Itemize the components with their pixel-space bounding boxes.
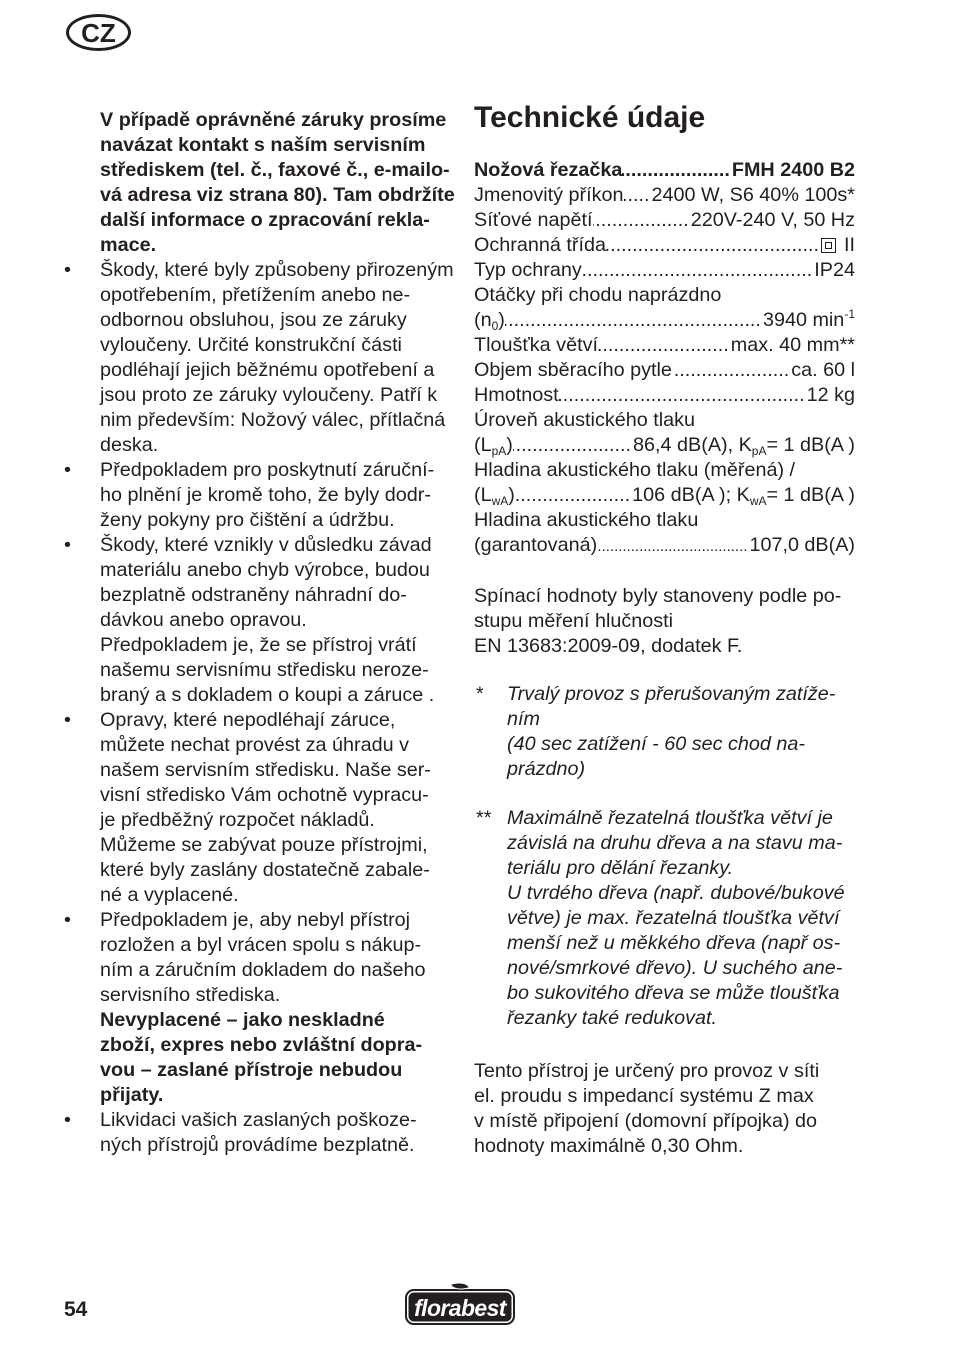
spec-value: 107,0 dB(A): [749, 534, 855, 556]
dot-leader: [593, 208, 691, 233]
spec-symbol: [474, 308, 505, 333]
double-insulation-icon: [821, 238, 836, 253]
language-badge: CZ: [66, 14, 131, 51]
list-item: [64, 533, 462, 708]
dot-leader: [672, 358, 791, 383]
spec-value-sup: -1: [844, 307, 855, 321]
spec-label: Úroveň akustického tlaku: [474, 409, 696, 431]
spec-row-branch-thickness: [474, 333, 855, 358]
page-number: 54: [64, 1298, 88, 1321]
spec-row-sound-power-measured: [474, 483, 855, 508]
warranty-intro: V případě oprávněné záruky prosíme navázat kontakt s naším servisním střediskem (tel. č., faxové č., e-mailo- vá adresa viz strana 80). Tam obdržíte další informace o zpracování rekla- mace.: [100, 109, 455, 256]
list-item-text: Škody, které vznikly v důsledku závad materiálu anebo chyb výrobce, budou bezplatně odstraněny náhradní do- dávkou anebo opravou. Předpokladem je, že se přístroj vrátí našemu servisnímu středisku neroze- braný a s dokladem o koupi a záruce .: [100, 534, 435, 706]
spec-row-voltage: [474, 208, 855, 233]
list-item: [64, 258, 462, 458]
footnote-text: Trvalý provoz s přerušovaným zatíže- ním (40 sec zatížení - 60 sec chod na- prázdno): [507, 683, 836, 780]
dot-leader: [515, 483, 632, 508]
list-item-text: Předpokladem pro poskytnutí záruční- ho plnění je kromě toho, že byly dodr- ženy pokyny pro čištění a údržbu.: [100, 459, 435, 531]
spec-row-ip-rating: [474, 258, 855, 283]
spec-symbol-text: (L: [474, 434, 492, 456]
spec-symbol-text: (L: [474, 484, 492, 506]
spec-label: Nožová řezačka: [474, 159, 623, 181]
list-item: [64, 1108, 462, 1158]
spec-value: 86,4 dB(A), K: [633, 434, 752, 456]
spec-label: Otáčky při chodu naprázdno: [474, 284, 722, 306]
spec-symbol-sub: pA: [491, 444, 507, 458]
spec-symbol: [474, 433, 513, 458]
brand-logo-text: florabest: [414, 1294, 506, 1321]
bullet-icon: •: [64, 259, 71, 281]
warranty-section: [64, 108, 462, 1158]
bullet-icon: •: [64, 534, 71, 556]
spec-label: Typ ochrany: [474, 259, 582, 281]
dot-leader: [505, 308, 763, 333]
spec-value-end: = 1 dB(A ): [766, 434, 855, 456]
list-item: [64, 458, 462, 533]
dot-leader: [622, 158, 731, 183]
spec-value: 220V-240 V, 50 Hz: [690, 209, 855, 231]
section-heading: Technické údaje: [474, 101, 706, 134]
dot-leader: [624, 183, 652, 208]
spec-symbol-text: (n: [474, 309, 492, 331]
list-item-text: Škody, které byly způsobeny přirozeným opotřebením, přetížením anebo ne- odbornou obsluhou, jsou ze záruky vyloučeny. Určité konstrukční části podléhají jejich běžnému opotřebení a jsou proto ze záruky vyloučeny. Patří k nim především: Nožový válec, přítlačná deska.: [100, 259, 454, 456]
spec-symbol-end: ): [506, 434, 513, 456]
bullet-icon: •: [64, 909, 71, 931]
list-item: [64, 708, 462, 908]
spec-value-sub: pA: [751, 444, 767, 458]
spec-label: Objem sběracího pytle: [474, 359, 672, 381]
dot-leader: [582, 258, 815, 283]
spec-value: 12 kg: [806, 384, 855, 406]
footnote: [474, 682, 855, 782]
spec-symbol-sub: wA: [491, 494, 509, 508]
dot-leader: [598, 333, 731, 358]
spec-label: Hmotnost: [474, 384, 559, 406]
spec-value: IP24: [814, 259, 855, 281]
spec-label: Jmenovitý příkon: [474, 184, 624, 206]
footnote: [474, 806, 855, 1031]
spec-value: 106 dB(A ); K: [632, 484, 750, 506]
dot-leader: [606, 233, 821, 258]
leaf-icon: [450, 1278, 470, 1293]
spec-row-protection-class: [474, 233, 855, 258]
spec-value-wrap: [633, 433, 855, 458]
spec-label: Síťové napětí: [474, 209, 593, 231]
spec-symbol-sub: 0: [491, 319, 499, 333]
spec-value-end: = 1 dB(A ): [766, 484, 855, 506]
spec-value: 3940 min: [762, 309, 845, 331]
spec-value-wrap: [763, 308, 855, 333]
brand-logo: [405, 1289, 515, 1325]
spec-row-rated-power: [474, 183, 855, 208]
spec-symbol-text: (garantovaná): [474, 534, 598, 556]
spec-value: II: [844, 234, 855, 256]
spec-row-sound-pressure: [474, 433, 855, 458]
spec-row-sound-power-guaranteed: [474, 533, 855, 558]
dot-leader: [559, 383, 807, 408]
list-item: [64, 908, 462, 1108]
list-item-text: Předpokladem je, aby nebyl přístroj rozložen a byl vrácen spolu s nákup- ním a záručním dokladem do našeho servisního střediska.: [100, 909, 426, 1006]
spec-row-weight: [474, 383, 855, 408]
spec-value: FMH 2400 B2: [731, 159, 855, 181]
spec-value: max. 40 mm**: [730, 334, 855, 356]
spec-row-idle-speed: [474, 308, 855, 333]
footnote-text: Maximálně řezatelná tloušťka větví je závislá na druhu dřeva a na stavu ma- teriálu pro dělání řezanky. U tvrdého dřeva (např. dubové/bukové větve) je max. řezatelná tloušťka větví menší než u měkkého dřeva (např os- nové/smrkové dřevo). U suchého ane- bo sukovitého dřeva se může tloušťka řezanky také redukovat.: [507, 807, 845, 1029]
spec-symbol-end: ): [498, 309, 505, 331]
footnote-marker: *: [476, 683, 484, 705]
footnote-marker: **: [476, 807, 492, 829]
spec-label: Ochranná třída: [474, 234, 606, 256]
spec-label: Hladina akustického tlaku: [474, 509, 699, 531]
bullet-icon: •: [64, 1109, 71, 1131]
list-item-text: Opravy, které nepodléhají záruce, můžete nechat provést za úhradu v našem servisním středisku. Naše ser- visní středisko Vám ochotně vypracu- je předběžný rozpočet nákladů. Můžeme se zabývat pouze přístrojmi, které byly zaslány dostatečně zabale- né a vyplacené.: [100, 709, 431, 906]
spec-label: Hladina akustického tlaku (měřená) /: [474, 459, 796, 481]
spec-row-model: [474, 158, 855, 183]
spec-list: [474, 158, 855, 558]
list-item-bold-text: Nevyplacené – jako neskladné zboží, expres nebo zvláštní dopra- vou – zaslané přístroje nebudou přijaty.: [100, 1009, 423, 1106]
spec-value-wrap: [632, 483, 855, 508]
spec-row-bag-volume: [474, 358, 855, 383]
spec-symbol-end: ): [508, 484, 515, 506]
spec-symbol: [474, 483, 515, 508]
bullet-icon: •: [64, 459, 71, 481]
dot-leader: [597, 533, 749, 558]
spec-value: 2400 W, S6 40% 100s*: [651, 184, 855, 206]
impedance-note: Tento přístroj je určený pro provoz v síti el. proudu s impedancí systému Z max v místě připojení (domovní přípojka) do hodnoty maximálně 0,30 Ohm.: [474, 1060, 820, 1157]
bullet-icon: •: [64, 709, 71, 731]
spec-value-wrap: [821, 233, 855, 258]
measurement-note: Spínací hodnoty byly stanoveny podle po- stupu měření hlučnosti EN 13683:2009-09, dodatek F.: [474, 585, 842, 657]
dot-leader: [513, 433, 633, 458]
list-item-text: Likvidaci vašich zaslaných poškoze- ných přístrojů provádíme bezplatně.: [100, 1109, 417, 1156]
spec-value-sub: wA: [749, 494, 767, 508]
spec-value: ca. 60 l: [791, 359, 855, 381]
spec-label: Tloušťka větví: [474, 334, 598, 356]
